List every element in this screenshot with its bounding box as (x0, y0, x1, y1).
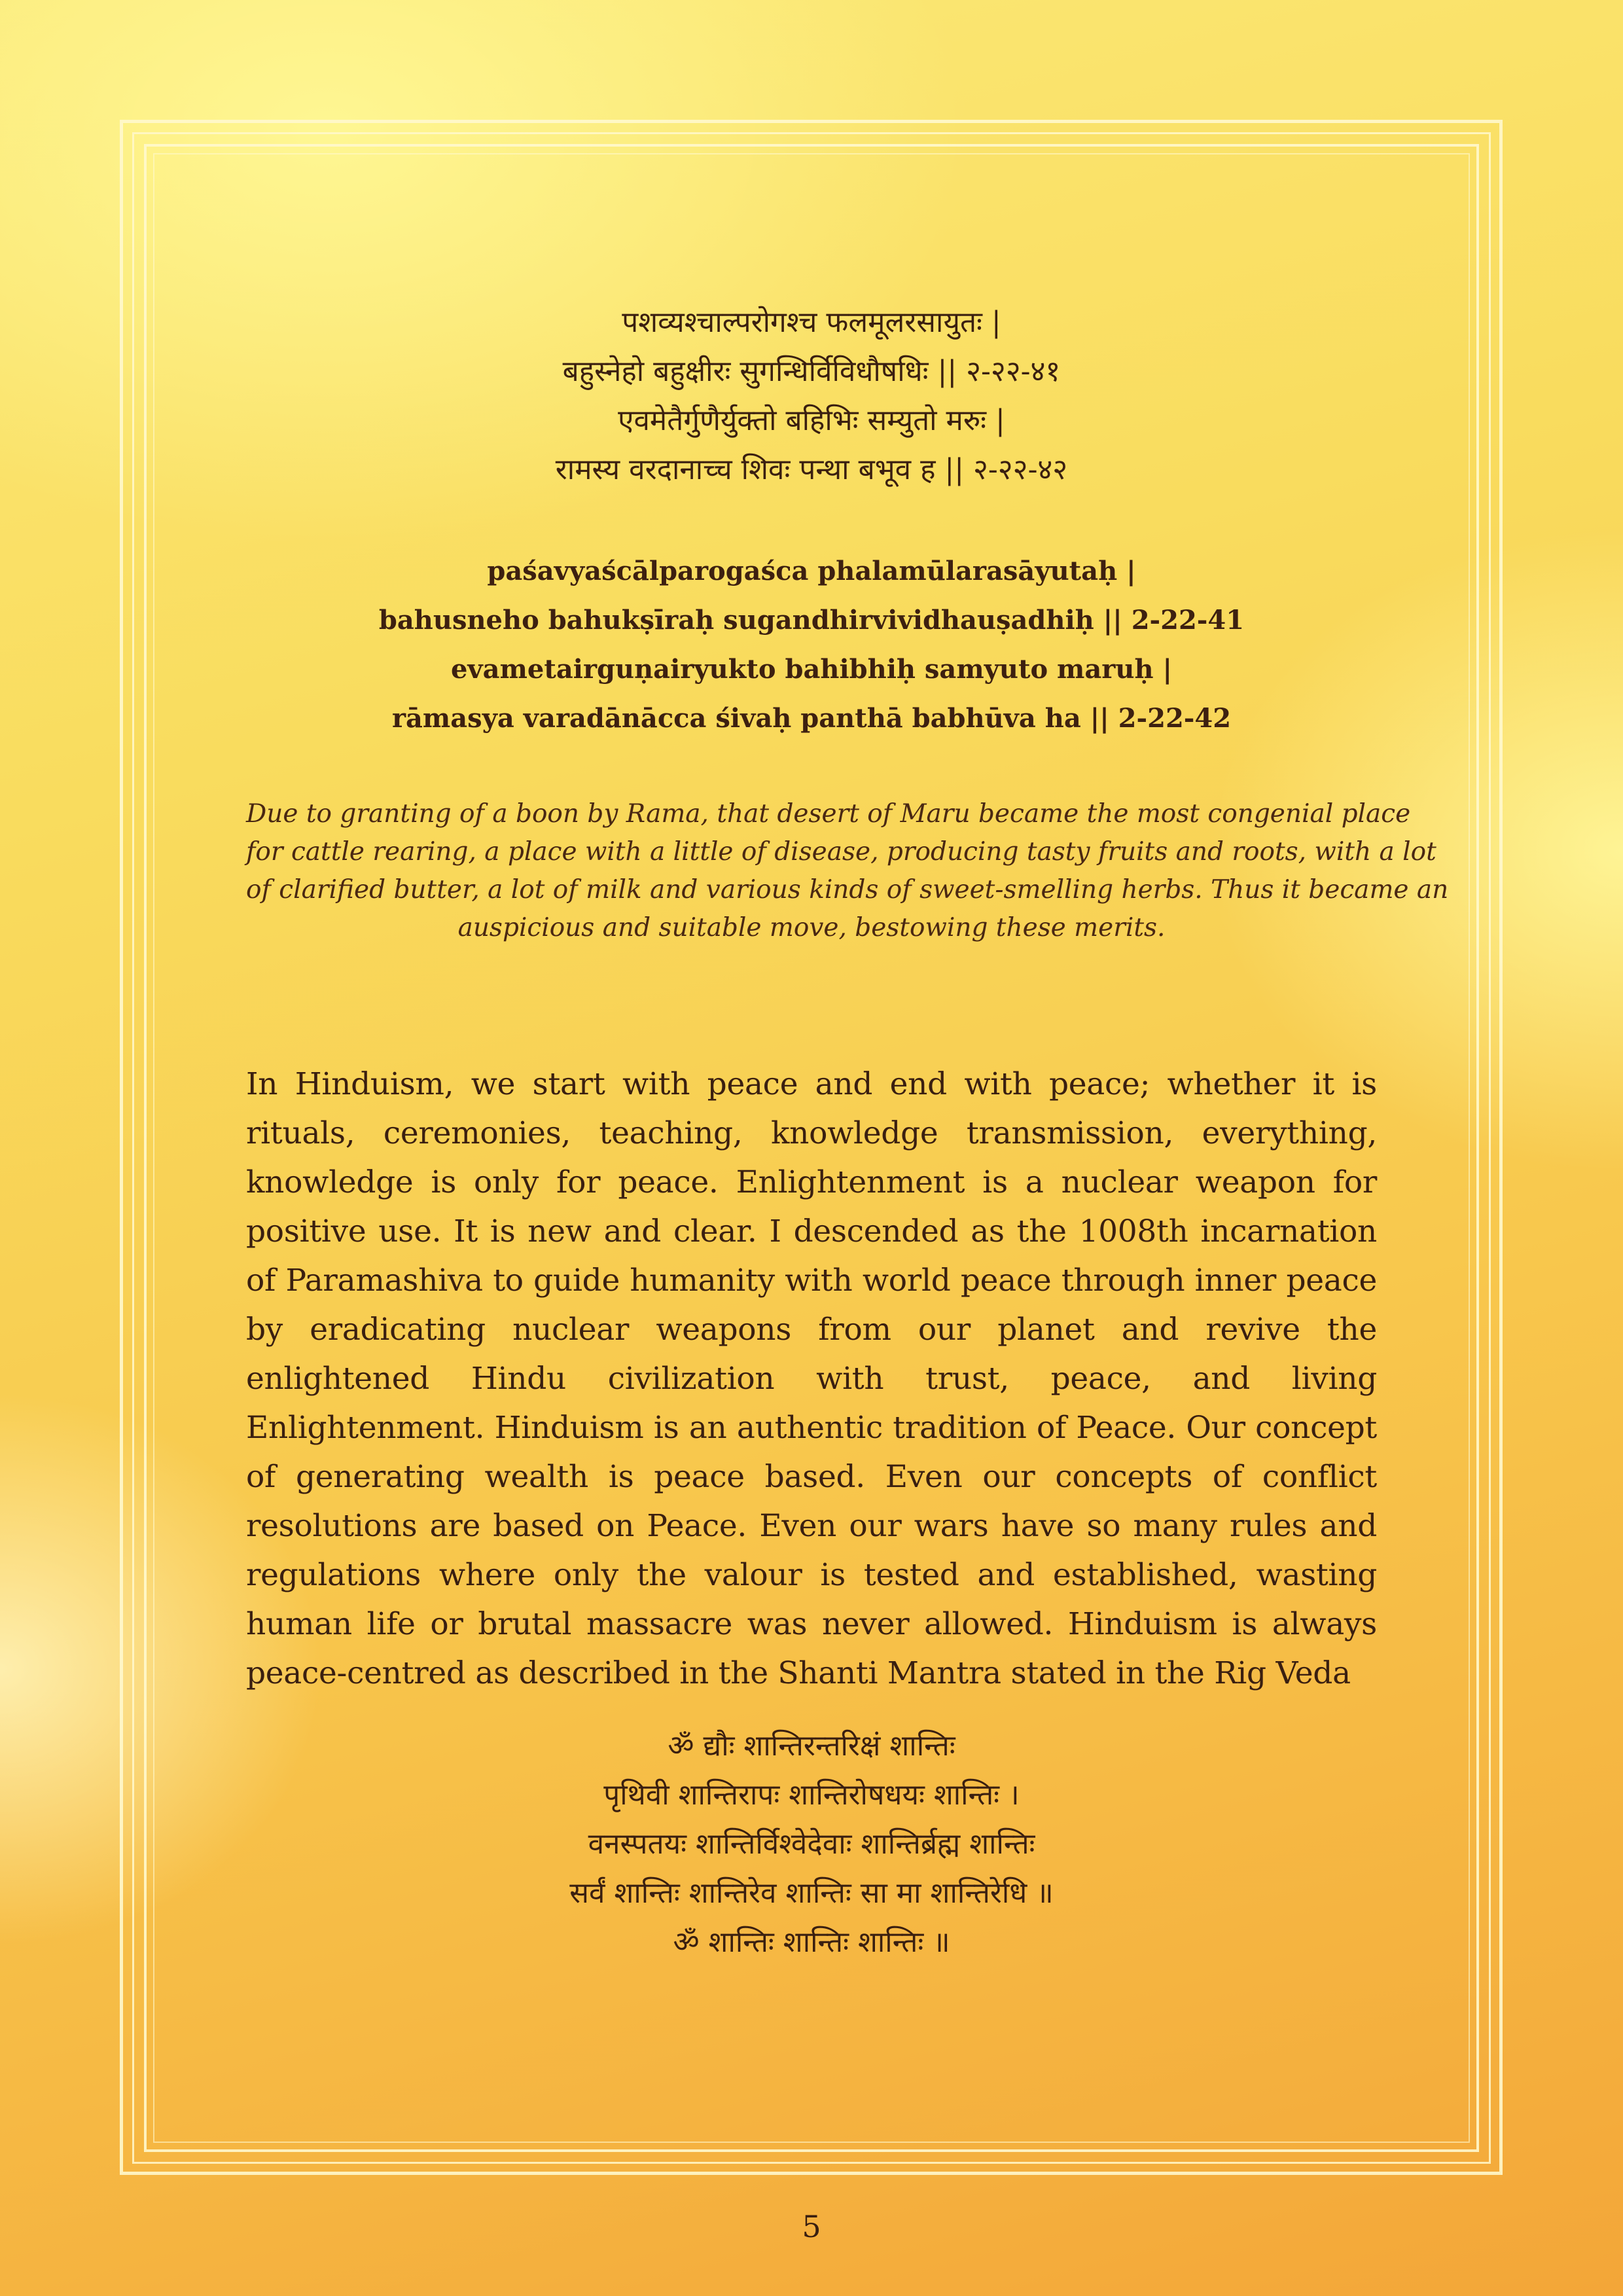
verse-transliteration-line: bahusneho bahukṣīraḥ sugandhirvividhauṣadhiḥ || 2-22-41 (378, 605, 1245, 636)
verse-transliteration-line: paśavyaścālparogaśca phalamūlarasāyutaḥ | (487, 556, 1136, 586)
shanti-mantra-line: सर्वं शान्तिः शान्तिरेव शान्तिः सा मा शान्तिरेधि ॥ (569, 1876, 1054, 1910)
verse-devanagari-line: पशव्यश्चाल्परोगश्च फलमूलरसायुतः | (622, 306, 1001, 339)
page-number: 5 (802, 2209, 821, 2244)
verse-transliteration (246, 547, 1377, 743)
verse-translation-line: for cattle rearing, a place with a little of disease, producing tasty fruits and roots, with a lot (246, 837, 1436, 867)
shanti-mantra-line: वनस्पतयः शान्तिर्विश्वेदेवाः शान्तिर्ब्रह्म शान्तिः (588, 1827, 1035, 1861)
verse-devanagari (246, 298, 1377, 494)
verse-translation-line: auspicious and suitable move, bestowing these merits. (457, 913, 1166, 942)
verse-transliteration-line: rāmasya varadānācca śivaḥ panthā babhūva ha || 2-22-42 (391, 703, 1232, 734)
verse-translation (246, 795, 1449, 947)
body-paragraph: In Hinduism, we start with peace and end with peace; whether it is rituals, ceremonies, teaching, knowledge transmission, everything, knowledge is only for peace. Enlightenment is a nuclear weapon for positive use. It is new and clear. I descended as the 1008th incarnation of Paramashiva to guide humanity with world peace through inner peace by eradicating nuclear weapons from our planet and revive the enlightened Hindu civilization with trust, peace, and living Enlightenment. Hinduism is an authentic tradition of Peace. Our concept of generating wealth is peace based. Even our concepts of conflict resolutions are based on Peace. Even our wars have so many rules and regulations where only the valour is tested and established, wasting human life or brutal massacre was never allowed. Hinduism is always peace-centred as described in the Shanti Mantra stated in the Rig Veda (246, 1066, 1377, 1691)
verse-translation-line: of clarified butter, a lot of milk and various kinds of sweet-smelling herbs. Thus it became an (246, 875, 1449, 905)
shanti-mantra-line: ॐ द्यौः शान्तिरन्तरिक्षं शान्तिः (668, 1729, 955, 1763)
verse-translation-line: Due to granting of a boon by Rama, that desert of Maru became the most congenial place (246, 799, 1411, 829)
verse-devanagari-line: एवमेतैर्गुणैर्युक्तो बहिभिः सम्युतो मरुः | (618, 404, 1005, 437)
verse-transliteration-line: evametairguṇairyukto bahibhiḥ samyuto maruḥ | (450, 654, 1173, 685)
shanti-mantra (246, 1721, 1377, 1967)
verse-devanagari-line: रामस्य वरदानाच्च शिवः पन्था बभूव ह || २-२२-४२ (555, 453, 1068, 486)
shanti-mantra-line: ॐ शान्तिः शान्तिः शान्तिः ॥ (673, 1926, 950, 1959)
verse-devanagari-line: बहुस्नेहो बहुक्षीरः सुगन्धिर्विविधौषधिः || २-२२-४१ (562, 355, 1061, 388)
shanti-mantra-line: पृथिवी शान्तिरापः शान्तिरोषधयः शान्तिः । (603, 1778, 1020, 1812)
